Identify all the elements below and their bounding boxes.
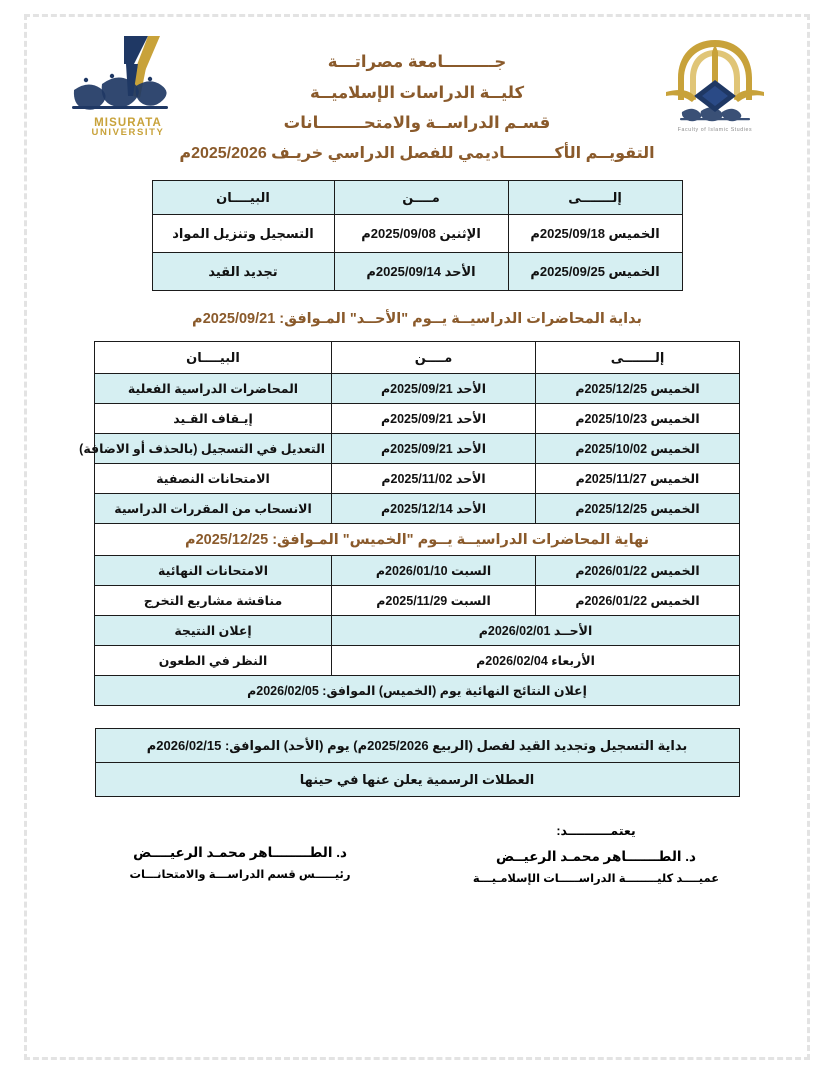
column-header-bayan: البيــــان	[152, 181, 334, 215]
cell-to: الخميس 2026/01/22م	[536, 586, 740, 616]
column-header-from: مــــن	[334, 181, 508, 215]
cell-from: الأحد 2025/11/02م	[332, 464, 536, 494]
cell-to: الخميس 2025/12/25م	[536, 494, 740, 524]
table-row	[95, 374, 740, 404]
faculty-name: كليــة الدراسات الإسلاميــة	[309, 83, 525, 102]
signature-author	[80, 845, 400, 881]
svg-text:MISURATA: MISURATA	[94, 117, 162, 129]
cell-from: الأحد 2025/12/14م	[332, 494, 536, 524]
page-title: التقويــم الأكـــــــــاديمي للفصل الدراسي خريـف 2025/2026م	[179, 144, 655, 162]
signature-approver	[436, 823, 756, 885]
svg-text:Faculty of Islamic Studies: Faculty of Islamic Studies	[677, 127, 753, 133]
lectures-start-note: بداية المحاضرات الدراسيــة يــوم "الأحــد" المـوافق: 2025/09/21م	[192, 311, 642, 327]
table-header-row	[95, 342, 740, 374]
cell-to: الخميس 2025/09/18م	[508, 215, 682, 253]
notes-table	[95, 728, 740, 797]
cell-from: السبت 2026/01/10م	[332, 556, 536, 586]
approver-role: عميــــد كليــــــــة الدراســـــات الإسلامـيـــة	[472, 873, 720, 885]
cell-from: الأحد 2025/09/21م	[332, 404, 536, 434]
column-header-to: إلـــــــى	[508, 181, 682, 215]
document-header	[56, 28, 778, 176]
author-role: رئيـــــس قسم الدراســـة والامتحانـــات	[129, 869, 351, 881]
cell-merged-value: الأربعاء 2026/02/04م	[332, 646, 740, 676]
cell-bayan: تجديد القيد	[152, 253, 334, 291]
cell-bayan: إعلان النتيجة	[95, 616, 332, 646]
cell-bayan: التسجيل وتنزيل المواد	[152, 215, 334, 253]
registration-table	[152, 180, 683, 291]
cell-to: الخميس 2025/09/25م	[508, 253, 682, 291]
column-header-from: مــــن	[332, 342, 536, 374]
lectures-end-note-row	[95, 524, 740, 556]
semester-schedule-table	[79, 341, 740, 706]
final-results-row	[95, 676, 740, 706]
table-row-merged	[95, 646, 740, 676]
author-name: د. الطــــــــاهر محمـد الرعيــــض	[133, 845, 347, 860]
cell-to: الخميس 2025/12/25م	[536, 374, 740, 404]
lectures-end-note: نهاية المحاضرات الدراسيــة يــوم "الخميس" المـوافق: 2025/12/25م	[95, 524, 740, 556]
cell-from: السبت 2025/11/29م	[332, 586, 536, 616]
cell-bayan: الامتحانات النهائية	[95, 556, 332, 586]
table-row	[152, 253, 682, 291]
svg-text:UNIVERSITY: UNIVERSITY	[91, 127, 165, 138]
cell-to: الخميس 2025/10/23م	[536, 404, 740, 434]
table-row	[95, 464, 740, 494]
cell-bayan: إيـقاف القـيد	[95, 404, 332, 434]
cell-from: الأحد 2025/09/14م	[334, 253, 508, 291]
table-row	[95, 494, 740, 524]
note-official-holidays: العطلات الرسمية يعلن عنها في حينها	[95, 763, 739, 797]
table-row	[95, 556, 740, 586]
note-next-semester-registration: بداية التسجيل وتجديد القيد لفصل (الربيع 2025/2026م) يوم (الأحد) الموافق: 2026/02/15م	[95, 729, 739, 763]
approver-name: د. الطـــــــاهر محمـد الرعيــض	[496, 849, 696, 864]
cell-bayan: الامتحانات النصفية	[95, 464, 332, 494]
final-results-note: إعلان النتائج النهائية يوم (الخميس) الموافق: 2026/02/05م	[95, 676, 740, 706]
cell-bayan: التعديل في التسجيل (بالحذف أو الاضافة)	[95, 434, 332, 464]
table-row	[95, 434, 740, 464]
cell-bayan: المحاضرات الدراسية الفعلية	[95, 374, 332, 404]
notes-row	[95, 763, 739, 797]
cell-from: الإثنين 2025/09/08م	[334, 215, 508, 253]
cell-to: الخميس 2025/10/02م	[536, 434, 740, 464]
column-header-to: إلـــــــى	[536, 342, 740, 374]
cell-bayan: الانسحاب من المقررات الدراسية	[95, 494, 332, 524]
cell-to: الخميس 2025/11/27م	[536, 464, 740, 494]
column-header-bayan: البيــــان	[95, 342, 332, 374]
cell-merged-value: الأحــد 2026/02/01م	[332, 616, 740, 646]
header-title-stack	[56, 54, 778, 176]
cell-bayan: مناقشة مشاريع التخرج	[95, 586, 332, 616]
notes-row	[95, 729, 739, 763]
university-name: جـــــــــامعة مصراتـــة	[327, 53, 507, 71]
table-header-row	[152, 181, 682, 215]
signature-block	[56, 823, 778, 919]
table-row	[95, 404, 740, 434]
cell-from: الأحد 2025/09/21م	[332, 434, 536, 464]
department-name: قسـم الدراســة والامتحــــــــانات	[283, 114, 551, 132]
cell-bayan: النظر في الطعون	[95, 646, 332, 676]
cell-to: الخميس 2026/01/22م	[536, 556, 740, 586]
table-row-merged	[95, 616, 740, 646]
cell-from: الأحد 2025/09/21م	[332, 374, 536, 404]
table-row	[95, 586, 740, 616]
table-row	[152, 215, 682, 253]
approve-label: يعتمــــــــــد:	[556, 824, 636, 838]
